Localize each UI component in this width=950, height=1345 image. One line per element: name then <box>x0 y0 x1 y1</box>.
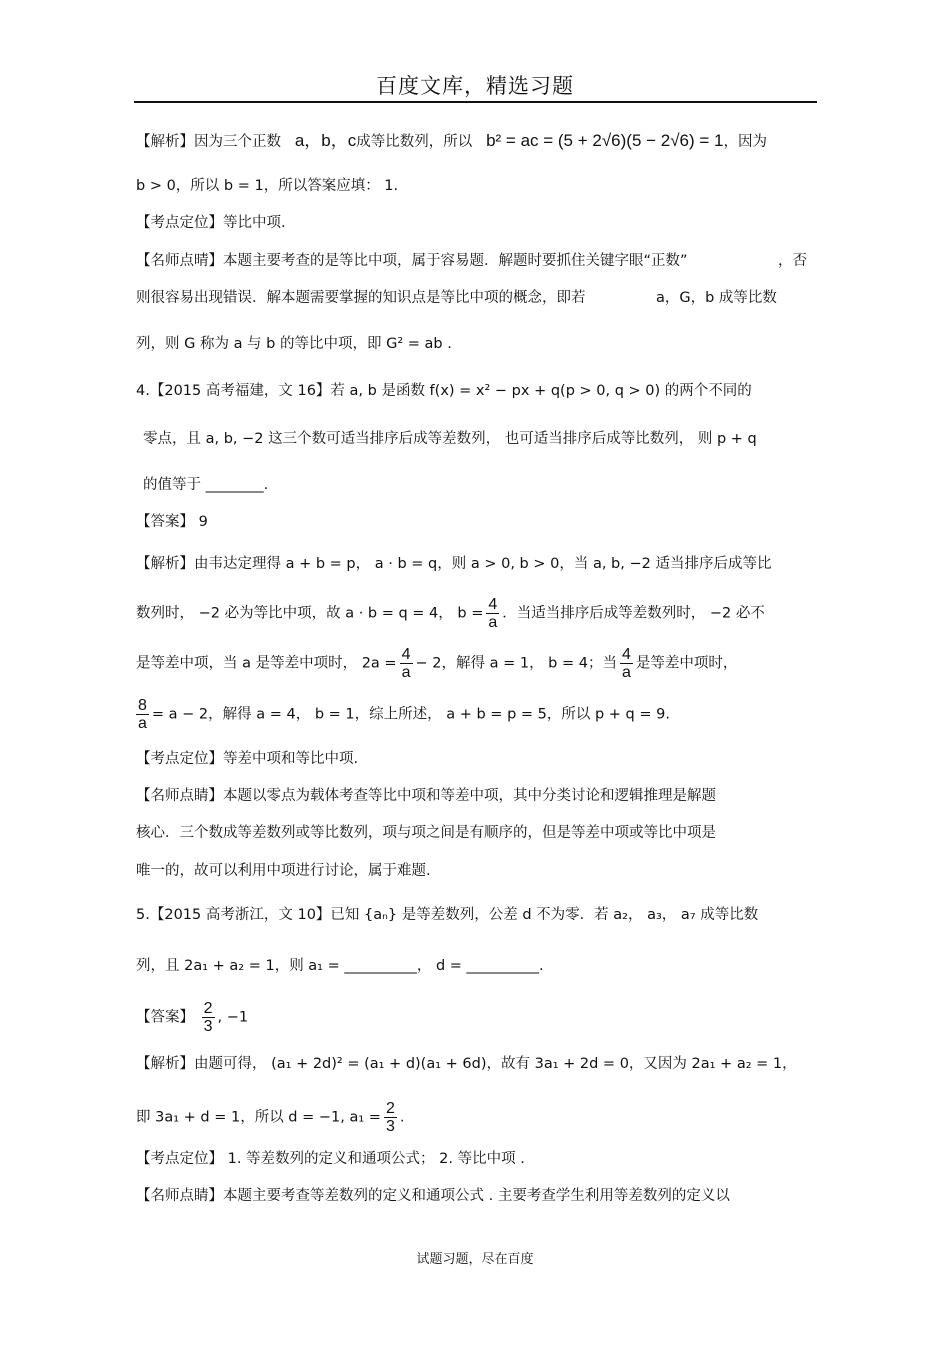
q3-jiexi-line1 <box>136 130 816 153</box>
q5-number: 5. <box>136 907 150 923</box>
q3-mingshi-text1b: ，否 <box>778 253 807 269</box>
q3-mingshi-text2b: a，G，b 成等比数 <box>656 290 777 306</box>
q5-kaodian-tag: 【考点定位】 <box>136 1151 223 1167</box>
q3-mingshi-text1: 本题主要考查的是等比中项，属于容易题．解题时要抓住关键字眼“正数” <box>223 253 688 269</box>
q3-jiexi-line2: b > 0，所以 b = 1，所以答案应填： 1. <box>136 178 399 194</box>
fraction-8-over-a: $\frac{8}{a}$ <box>138 697 147 732</box>
q4-mingshi-tag: 【名师点睛】 <box>136 788 223 804</box>
q4-mingshi-line2: 核心．三个数成等差数列或等比数列，项与项之间是有顺序的，但是等差中项或等比中项是 <box>136 825 716 841</box>
q4-source: 【2015 高考福建，文 16】 <box>149 383 331 399</box>
q4-kaodian-text: 等差中项和等比中项. <box>223 751 359 767</box>
q5-stem-line1 <box>136 904 816 926</box>
q4-jiexi-3b: − 2，解得 a = 1， b = 4；当 <box>415 655 617 672</box>
q4-mingshi-text1: 本题以零点为载体考查等比中项和等差中项，其中分类讨论和逻辑推理是解题 <box>223 788 716 804</box>
q4-stem-1: 若 a, b 是函数 f(x) = x² − px + q(p > 0, q > 0) 的两个不同的 <box>330 383 752 399</box>
fraction-4-over-a: $\frac{4}{a}$ <box>401 646 411 681</box>
q4-jiexi-line1: 【解析】由韦达定理得 a + b = p， a · b = q，则 a > 0, b > 0，当 a, b, −2 适当排序后成等比 <box>136 556 772 572</box>
q4-jiexi-4: = a − 2，解得 a = 4， b = 1，综上所述， a + b = p = 5，所以 p + q = 9. <box>151 706 670 723</box>
q5-source: 【2015 高考浙江，文 10】 <box>149 907 331 923</box>
q5-jiexi-line1: 【解析】由题可得， (a₁ + 2d)² = (a₁ + d)(a₁ + 6d)，故有 3a₁ + 2d = 0，又因为 2a₁ + a₂ = 1， <box>136 1056 797 1072</box>
q5-jiexi-2a: 即 3a₁ + d = 1，所以 d = −1, a₁ = <box>136 1109 381 1126</box>
q5-mingshi-line1 <box>136 1185 816 1207</box>
page-footer: 试题习题，尽在百度 <box>416 1252 534 1267</box>
q5-answer-rest: , −1 <box>217 1009 249 1026</box>
q5-answer-line <box>136 1000 816 1035</box>
fraction-4-over-a: $\frac{4}{a}$ <box>488 596 498 631</box>
q4-jiexi-2a: 数列时， −2 必为等比中项，故 a · b = q = 4， b = <box>136 605 484 622</box>
q4-jiexi-3c: 是等差中项时， <box>635 655 738 672</box>
q4-stem-line1 <box>136 380 816 402</box>
q3-mingshi-tag: 【名师点晴】 <box>136 253 223 269</box>
q4-mingshi-line1 <box>136 785 816 807</box>
q5-jiexi-2b: . <box>399 1109 405 1126</box>
q5-jiexi-line2 <box>136 1100 816 1135</box>
q5-answer-tag: 【答案】 <box>136 1009 194 1026</box>
q3-kaodian-text: 等比中项. <box>223 215 286 231</box>
q3-formula: b² = ac = (5 + 2√6)(5 − 2√6) = 1 <box>486 131 724 150</box>
q4-answer-tag: 【答案】 <box>136 514 194 530</box>
q4-answer-value: 9 <box>198 514 208 530</box>
q4-jiexi-3a: 是等差中项，当 a 是等差中项时， 2a = <box>136 655 397 672</box>
q3-jiexi-text1: 因为三个正数 <box>194 134 281 150</box>
q4-answer-line <box>136 511 816 533</box>
q3-mingshi-line1 <box>136 250 816 272</box>
q5-stem-1: 已知 {aₙ} 是等差数列，公差 d 不为零．若 a₂， a₃， a₇ 成等比数 <box>330 907 759 923</box>
fraction-4-over-a: $\frac{4}{a}$ <box>621 646 631 681</box>
page-header-title: 百度文库，精选习题 <box>376 74 574 98</box>
q5-mingshi-tag: 【名师点睛】 <box>136 1188 223 1204</box>
q4-mingshi-line3: 唯一的，故可以利用中项进行讨论，属于难题. <box>136 863 431 879</box>
q3-jiexi-text2: 成等比数列，所以 <box>356 134 473 150</box>
q3-abc: a，b，c <box>294 131 357 150</box>
q4-kaodian-tag: 【考点定位】 <box>136 751 223 767</box>
q3-mingshi-line3: 列，则 G 称为 a 与 b 的等比中项，即 G² = ab . <box>136 336 452 352</box>
q4-number: 4. <box>136 383 150 399</box>
q4-kaodian-line <box>136 748 816 770</box>
q3-jiexi-tag: 【解析】 <box>136 134 194 150</box>
q5-kaodian-line <box>136 1148 816 1170</box>
q3-jiexi-text3: ，因为 <box>723 134 768 150</box>
q3-mingshi-line2 <box>136 287 816 309</box>
q5-mingshi-text1: 本题主要考查等差数列的定义和通项公式 . 主要考查学生利用等差数列的定义以 <box>223 1188 730 1204</box>
q5-kaodian-text: 1. 等差数列的定义和通项公式； 2. 等比中项 . <box>223 1151 525 1167</box>
header-rule <box>134 101 817 103</box>
q3-kaodian-line <box>136 212 816 234</box>
q5-stem-line2: 列，且 2a₁ + a₂ = 1，则 a₁ = __________， d = __________. <box>136 958 544 974</box>
q4-stem-line3: 的值等于 ________. <box>143 477 269 493</box>
fraction-2-over-3: $\frac{2}{3}$ <box>385 1100 395 1135</box>
q4-jiexi-line3 <box>136 646 816 681</box>
q4-jiexi-line2 <box>136 596 816 631</box>
q3-kaodian-tag: 【考点定位】 <box>136 215 223 231</box>
fraction-2-over-3: $\frac{2}{3}$ <box>203 1000 213 1035</box>
q3-mingshi-text2: 则很容易出现错误．解本题需要掌握的知识点是等比中项的概念，即若 <box>136 290 586 306</box>
q4-jiexi-line4 <box>136 697 816 732</box>
q4-jiexi-2b: ．当适当排序后成等差数列时， −2 必不 <box>502 605 765 622</box>
q4-stem-line2: 零点，且 a, b, −2 这三个数可适当排序后成等差数列， 也可适当排序后成等比数列， 则 p + q <box>143 431 757 447</box>
